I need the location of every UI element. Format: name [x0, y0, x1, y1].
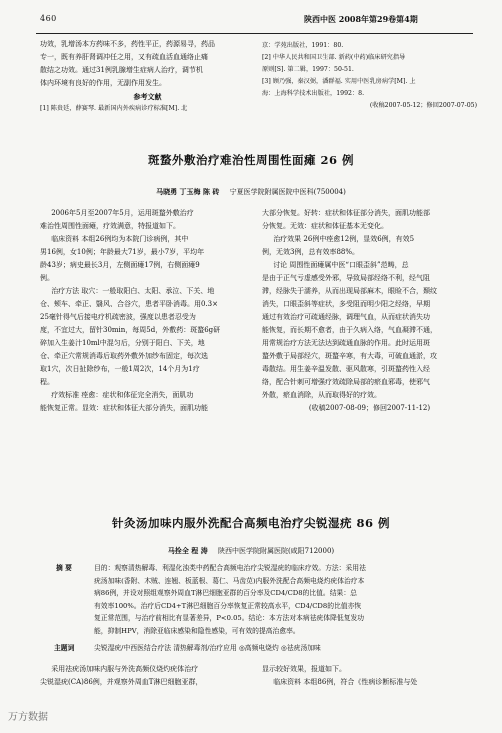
prev-article-conclusion	[40, 38, 255, 115]
article2-right-column	[262, 663, 477, 689]
text-line: 是由于正气亏虚感受外邪，导致局部经络不利，经气阻	[262, 274, 430, 282]
reference-line: 原则[S]. 第二辑，1997：50-51.	[262, 66, 354, 73]
section-discussion: 讨论 周围性面瘫属中医“口眼歪斜”范畴，总	[273, 261, 409, 269]
text-line: 散结之功效。通过31例乳腺增生症病人治疗，调节机	[40, 66, 203, 74]
article1-authors: 马晓勇 丁玉梅 陈 砖	[156, 187, 220, 196]
section-clinical-data: 临床资料 本组86例，符合《性病诊断标准与处	[273, 678, 418, 686]
article2-left-column	[40, 663, 255, 689]
text-line: 度，不宜过大，留针30min，每周5d，外敷药：斑蝥6g研	[40, 326, 221, 334]
text-line: 外散，瘀血消除，从而取得好的疗效。	[262, 391, 381, 399]
text-line: 络，配合针刺可增强疗效疏除局部的瘀血邪毒，使邪气	[262, 378, 430, 386]
abstract-body	[94, 562, 464, 638]
text-line: 尖锐湿疣(CA)86例，并观察外周血T淋巴细胞亚群，	[40, 678, 203, 686]
abstract-line: 疣汤加味(香附、木贼、连翘、板蓝根、葛仁、马齿苋)内服外洗配合高频电烧灼疣体治疗本	[94, 576, 365, 585]
page-number: 460	[40, 14, 57, 23]
watermark: 万方数据	[8, 712, 48, 723]
article2-byline	[0, 546, 502, 556]
text-line: 取1穴，次日扯除纱布，一般1周2次，14个月为1疗	[40, 365, 200, 373]
references-heading: 参考文献	[133, 92, 162, 101]
references-right	[262, 40, 477, 112]
article1-left-column	[40, 207, 255, 415]
article1-right-column	[262, 207, 477, 415]
header-rule	[36, 33, 473, 34]
text-line: 例，无效3例，总有效率88%。	[262, 248, 360, 256]
text-line: 2006年5月至2007年5月，运用斑蝥外敷治疗	[51, 209, 194, 217]
article2-affiliation: 陕西中医学院附属医院(咸阳712000)	[217, 547, 335, 555]
text-line: 消失，口眼歪斜等症状，多受阻而明少阳之经络，早期	[262, 300, 430, 308]
text-line: 采用祛疣汤加味内服与外洗高频仪烧灼疣体治疗	[51, 665, 199, 673]
section-treatment: 治疗方法 取穴：一般取阳白、太阳、承泣、下关、地	[51, 287, 215, 295]
abstract-line: 复正常范围，与治疗前相比有显著差异，P<0.05。结论：本方法对本病祛疣体降低复发功	[94, 614, 365, 623]
reference-line: [3] 顾乃强，秦汉弼，潘群福. 实用中医乳房病学[M]. 上	[262, 78, 416, 85]
reference-line: 海：上海科学技术出版社，1992：8.	[262, 90, 365, 97]
text-line: 能恢复，而长期不愈者，由于久病入络，气血凝滞不通，	[262, 326, 437, 334]
keywords-label: 主题词	[54, 644, 75, 652]
abstract-line: 能，抑制HPV，消除亚临床感染和隐性感染，可有效的提高治愈率。	[94, 626, 300, 635]
reference-line: [2] 中华人民共和国卫生部. 新药(中药)临床研究指导	[262, 54, 406, 61]
text-line: 仓、牵正穴常规消毒后取药外敷外加纱布固定，每次选	[40, 352, 208, 360]
abstract-line: 目的：观察清热解毒、利湿化浊类中药配合高频电治疗尖锐湿疣的临床疗效。方法：采用祛	[94, 564, 366, 572]
text-line: 专一，既有养肝肾调冲任之用，又有疏血活血通络止痛	[40, 53, 208, 61]
text-line: 龄43岁；病史最长3月，左侧面瘫17例，右侧面瘫9	[40, 261, 200, 269]
article1-title: 斑蝥外敷治疗难治性周围性面瘫 26 例	[147, 153, 354, 167]
text-line: 碎加入生姜汁10ml中混匀后，分别于阳白、下关，地	[40, 339, 205, 347]
journal-header: 陕西中医 2008年第29卷第4期	[304, 14, 418, 24]
text-line: 难治性周围性面瘫，疗效满意，特报道如下。	[40, 222, 180, 230]
text-line: 毒散结。用生姜辛温发散、驱风散寒，引斑蝥药性入经	[262, 365, 430, 373]
text-line: 男16例，女10例；年龄最大71岁，最小7岁，平均年	[40, 248, 205, 256]
text-line: 通过有效治疗可疏通经脉，调理气血，从而症状消失功	[262, 313, 430, 321]
reference-line: 京：学苑出版社，1991：80.	[262, 42, 344, 49]
text-line: 功效，乳增汤本方药味不多，药性平正，药源易寻，药品	[40, 40, 215, 48]
section-results: 治疗效果 26例中痊愈12例，显效6例，有效5	[273, 235, 415, 243]
text-line: 仓、颊车、牵正、翳风、合谷穴，患者平卧消毒。用0.3×	[40, 300, 218, 308]
text-line: 能恢复正常。显效：症状和体征大部分消失，面肌功能	[40, 404, 208, 412]
text-line: 蝥外敷于局部经穴，斑蝥辛寒，有大毒，可破血通淤，攻	[262, 352, 437, 360]
text-line: 分恢复。无效：症状和体征基本无变化。	[262, 222, 388, 230]
text-line: 程。	[40, 378, 54, 386]
text-line: 显示较好效果，报道如下。	[262, 665, 346, 673]
section-criteria: 疗效标准 痊愈：症状和体征完全消失，面肌功	[51, 391, 194, 399]
text-line: 例。	[40, 274, 54, 282]
reference-line: [1] 陈贵廷，薛赛琴. 最新国内外疾病诊疗标准[M]. 北	[40, 105, 188, 112]
text-line: 25毫针得气后接电疗机疏密波，强度以患者忍受为	[40, 313, 196, 321]
article1-byline	[0, 187, 502, 197]
article1-affiliation: 宁夏医学院附属医院中医科(750004)	[229, 188, 346, 196]
received-date: (收稿2007-05-12；修回2007-07-05)	[369, 102, 477, 109]
section-clinical-data: 临床资料 本组26例均为本院门诊病例，其中	[51, 235, 189, 243]
keywords: 尖锐湿疣/中西医结合疗法 清热解毒剂/治疗应用 ◎高频电烧灼 ◎祛疣汤加味	[94, 644, 321, 652]
abstract-line: 有效率100%。治疗后CD4+T淋巴细胞百分率恢复正常较高水平，CD4/CD8的比值亦恢	[94, 601, 362, 610]
text-line: 滞，经脉失于濡养，从而出现局部麻木，眼睑不合，颞纹	[262, 287, 437, 295]
article2-authors: 马拴全 程 涛	[167, 546, 208, 555]
text-line: 体内环境有良好的作用，无副作用发生。	[40, 79, 166, 87]
abstract-label: 摘 要	[56, 564, 72, 572]
received-date: (收稿2007-08-09；修回2007-11-12)	[308, 404, 431, 412]
article2-title: 针灸汤加味内服外洗配合高频电治疗尖锐湿疣 86 例	[111, 516, 390, 530]
abstract-line: 病86例，并设对照组观察外周血T淋巴细胞亚群的百分率及CD4/CD8的比值。结果：总	[94, 589, 357, 598]
text-line: 大部分恢复。好转：症状和体征部分消失，面肌功能部	[262, 209, 430, 217]
text-line: 用常规治疗方法无法达到疏通血脉的作用。此时运用斑	[262, 339, 430, 347]
